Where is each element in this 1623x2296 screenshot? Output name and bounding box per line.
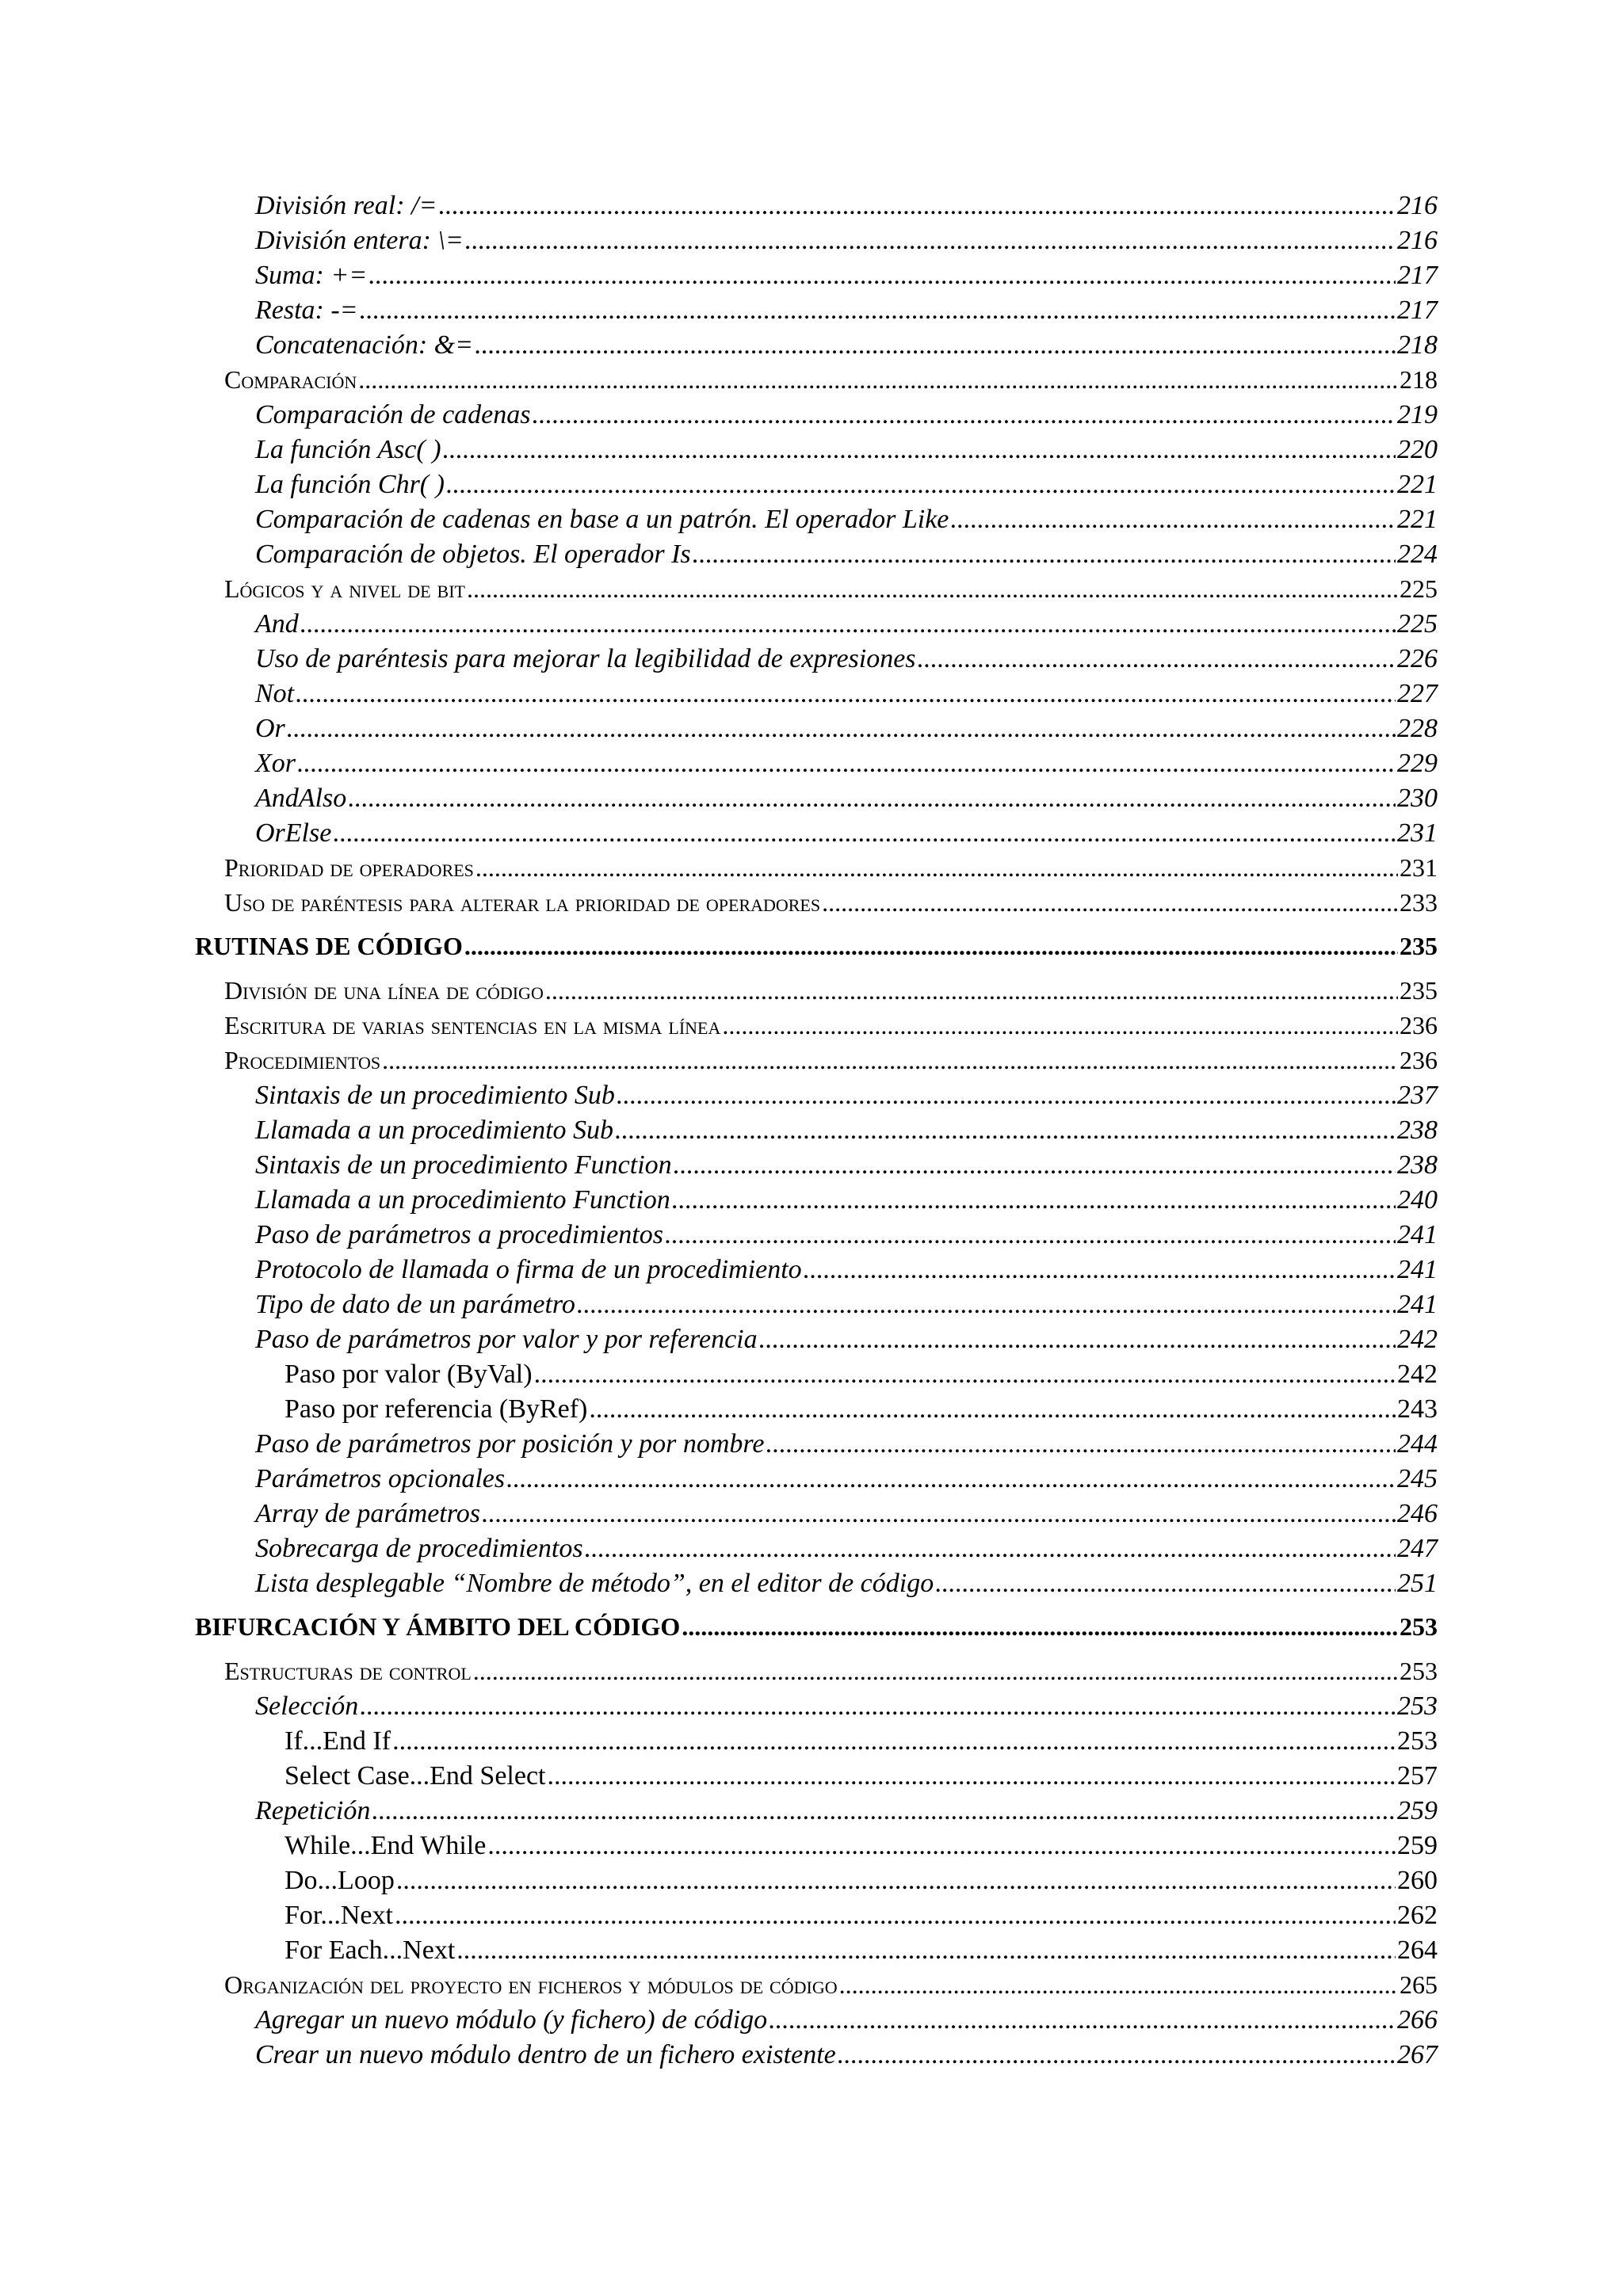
toc-entry-title: Suma: += [255, 261, 368, 290]
toc-dot-leader [358, 367, 1398, 392]
toc-entry-page: 265 [1400, 1970, 1438, 1999]
toc-entry [195, 576, 1438, 611]
toc-entry-page: 231 [1397, 818, 1438, 848]
toc-entry [195, 890, 1438, 925]
toc-entry-title: La función Chr( ) [255, 470, 445, 499]
toc-entry-title: Comparación de cadenas [255, 400, 531, 429]
toc-entry-title: If...End If [285, 1726, 391, 1756]
toc-dot-leader [475, 855, 1398, 880]
toc-entry [195, 227, 1438, 262]
toc-entry-title: While...End While [285, 1831, 487, 1860]
toc-entry-title: Not [255, 679, 295, 708]
toc-entry [195, 855, 1438, 890]
toc-dot-leader [487, 1833, 1396, 1859]
toc-entry-page: 236 [1400, 1046, 1438, 1074]
toc-entry [195, 297, 1438, 332]
toc-entry-page: 246 [1397, 1499, 1438, 1528]
toc-entry [195, 437, 1438, 471]
toc-entry-page: 231 [1400, 853, 1438, 882]
toc-entry-title: BIFURCACIÓN Y ÁMBITO DEL CÓDIGO [195, 1612, 681, 1641]
toc-entry-page: 243 [1397, 1394, 1438, 1424]
toc-entry [195, 750, 1438, 785]
toc-entry [195, 402, 1438, 437]
toc-entry-title: La función Asc( ) [255, 435, 441, 464]
toc-entry-page: 225 [1397, 609, 1438, 639]
toc-entry-title: División de una línea de código [224, 976, 544, 1005]
toc-entry-page: 259 [1397, 1796, 1438, 1825]
toc-entry-page: 226 [1397, 644, 1438, 673]
toc-dot-leader [918, 646, 1396, 673]
toc-entry-page: 220 [1397, 435, 1438, 464]
toc-entry-page: 266 [1397, 2005, 1438, 2035]
toc-entry [195, 332, 1438, 367]
toc-entry [195, 1693, 1438, 1728]
table-of-contents [195, 193, 1438, 2077]
toc-entry [195, 1152, 1438, 1187]
toc-dot-leader [446, 471, 1396, 498]
toc-entry-title: Paso de parámetros a procedimientos [255, 1220, 663, 1249]
toc-dot-leader [287, 715, 1396, 742]
toc-dot-leader [577, 1291, 1396, 1318]
toc-entry [195, 262, 1438, 297]
toc-entry [195, 1902, 1438, 1937]
toc-entry [195, 1361, 1438, 1396]
toc-entry [195, 1257, 1438, 1291]
toc-entry-page: 235 [1400, 932, 1438, 960]
toc-entry-page: 262 [1397, 1901, 1438, 1930]
toc-entry-title: Estructuras de control [224, 1657, 472, 1685]
toc-dot-leader [296, 681, 1396, 707]
toc-entry-title: AndAlso [255, 784, 347, 813]
toc-entry-page: 225 [1400, 574, 1438, 603]
toc-dot-leader [464, 933, 1398, 959]
toc-entry [195, 367, 1438, 402]
toc-entry-title: Sintaxis de un procedimiento Function [255, 1150, 672, 1180]
toc-dot-leader [395, 1902, 1396, 1929]
toc-entry-title: Sobrecarga de procedimientos [255, 1534, 583, 1563]
toc-entry-title: Lista desplegable “Nombre de método”, en el editor de código [255, 1569, 934, 1598]
toc-entry-page: 224 [1397, 540, 1438, 569]
toc-entry [195, 1117, 1438, 1152]
toc-entry [195, 715, 1438, 750]
toc-entry [195, 1570, 1438, 1605]
toc-entry [195, 1396, 1438, 1431]
toc-entry-title: Comparación de cadenas en base a un patrón. El operador Like [255, 505, 949, 534]
toc-entry-page: 257 [1397, 1761, 1438, 1791]
toc-entry [195, 1833, 1438, 1867]
toc-entry-page: 259 [1397, 1831, 1438, 1860]
toc-dot-leader [693, 541, 1396, 568]
toc-entry-title: Escritura de varias sentencias en la misma línea [224, 1011, 721, 1039]
toc-entry-page: 242 [1397, 1325, 1438, 1354]
toc-dot-leader [443, 437, 1396, 463]
toc-entry-title: Protocolo de llamada o firma de un procedimiento [255, 1255, 802, 1284]
toc-entry-page: 217 [1397, 296, 1438, 325]
toc-entry-page: 238 [1397, 1150, 1438, 1180]
toc-dot-leader [839, 1972, 1398, 1997]
toc-entry-page: 237 [1397, 1081, 1438, 1110]
toc-dot-leader [396, 1867, 1396, 1894]
toc-entry-page: 218 [1400, 365, 1438, 394]
toc-dot-leader [585, 1535, 1396, 1562]
toc-entry [195, 541, 1438, 576]
toc-entry-page: 233 [1400, 888, 1438, 917]
toc-entry-title: Repetición [255, 1796, 371, 1825]
toc-entry-page: 242 [1397, 1360, 1438, 1389]
toc-entry-title: Paso por valor (ByVal) [285, 1360, 533, 1389]
toc-dot-leader [473, 1658, 1398, 1684]
toc-entry-title: For...Next [285, 1901, 393, 1930]
toc-entry-page: 221 [1397, 470, 1438, 499]
toc-dot-leader [467, 576, 1398, 601]
toc-dot-leader [392, 1728, 1396, 1755]
toc-entry [195, 1291, 1438, 1326]
toc-entry-page: 228 [1397, 714, 1438, 743]
toc-dot-leader [533, 402, 1396, 429]
toc-dot-leader [333, 820, 1396, 847]
toc-dot-leader [838, 2042, 1396, 2069]
toc-entry-page: 253 [1397, 1726, 1438, 1756]
toc-entry-page: 235 [1400, 976, 1438, 1005]
toc-entry-page: 238 [1397, 1116, 1438, 1145]
toc-entry [195, 1082, 1438, 1117]
toc-entry-title: Agregar un nuevo módulo (y fichero) de código [255, 2005, 768, 2035]
toc-entry [195, 1728, 1438, 1763]
toc-entry-title: Select Case...End Select [285, 1761, 546, 1791]
toc-entry-page: 251 [1397, 1569, 1438, 1598]
toc-dot-leader [372, 1798, 1396, 1825]
toc-entry-page: 247 [1397, 1534, 1438, 1563]
toc-entry-title: Resta: -= [255, 296, 358, 325]
toc-dot-leader [589, 1396, 1396, 1423]
toc-entry [195, 1605, 1438, 1649]
toc-entry-title: Uso de paréntesis para alterar la prioridad de operadores [224, 888, 821, 917]
toc-dot-leader [369, 262, 1396, 289]
toc-entry-page: 267 [1397, 2040, 1438, 2069]
toc-entry [195, 611, 1438, 646]
toc-dot-leader [682, 1614, 1398, 1639]
toc-entry [195, 1763, 1438, 1798]
toc-entry [195, 1501, 1438, 1535]
toc-entry-title: División real: /= [255, 191, 437, 220]
toc-entry [195, 1535, 1438, 1570]
toc-entry-title: Array de parámetros [255, 1499, 480, 1528]
toc-entry-title: Paso por referencia (ByRef) [285, 1394, 588, 1424]
toc-dot-leader [935, 1570, 1396, 1597]
toc-entry [195, 2042, 1438, 2077]
toc-entry [195, 1658, 1438, 1693]
toc-entry-title: Uso de paréntesis para mejorar la legibilidad de expresiones [255, 644, 916, 673]
toc-entry-title: RUTINAS DE CÓDIGO [195, 932, 463, 960]
toc-entry [195, 1431, 1438, 1466]
toc-dot-leader [438, 193, 1396, 219]
toc-entry-title: Paso de parámetros por valor y por referencia [255, 1325, 758, 1354]
toc-dot-leader [360, 1693, 1396, 1720]
toc-entry-page: 230 [1397, 784, 1438, 813]
toc-entry-title: And [255, 609, 299, 639]
toc-dot-leader [950, 506, 1396, 533]
toc-entry-title: Tipo de dato de un parámetro [255, 1290, 575, 1319]
toc-entry-title: Or [255, 714, 285, 743]
toc-entry-title: Prioridad de operadores [224, 853, 474, 882]
toc-entry-title: Organización del proyecto en ficheros y módulos de código [224, 1970, 838, 1999]
toc-entry-title: División entera: \= [255, 226, 464, 255]
toc-entry-title: Crear un nuevo módulo dentro de un fichero existente [255, 2040, 836, 2069]
toc-entry [195, 978, 1438, 1013]
toc-entry [195, 1466, 1438, 1501]
toc-entry-title: Llamada a un procedimiento Function [255, 1185, 670, 1215]
toc-entry-page: 253 [1397, 1691, 1438, 1721]
toc-entry [195, 1972, 1438, 2007]
toc-dot-leader [348, 785, 1396, 812]
toc-dot-leader [534, 1361, 1396, 1388]
toc-entry-page: 221 [1397, 505, 1438, 534]
toc-entry-title: Concatenación: &= [255, 330, 474, 360]
toc-dot-leader [674, 1152, 1396, 1179]
toc-entry-title: Llamada a un procedimiento Sub [255, 1116, 614, 1145]
toc-entry-title: Selección [255, 1691, 359, 1721]
toc-entry [195, 1937, 1438, 1972]
toc-dot-leader [382, 1047, 1398, 1073]
toc-entry-title: OrElse [255, 818, 332, 848]
toc-entry [195, 1326, 1438, 1361]
toc-entry-page: 245 [1397, 1464, 1438, 1493]
toc-entry-page: 241 [1397, 1255, 1438, 1284]
toc-entry [195, 820, 1438, 855]
toc-dot-leader [665, 1222, 1396, 1249]
toc-entry-page: 253 [1400, 1612, 1438, 1641]
toc-entry-title: Sintaxis de un procedimiento Sub [255, 1081, 615, 1110]
toc-entry [195, 506, 1438, 541]
toc-entry [195, 925, 1438, 968]
toc-dot-leader [617, 1082, 1396, 1109]
toc-entry-page: 216 [1397, 226, 1438, 255]
toc-entry-title: Xor [255, 749, 296, 778]
toc-dot-leader [482, 1501, 1396, 1527]
toc-dot-leader [722, 1013, 1398, 1038]
toc-entry-page: 241 [1397, 1220, 1438, 1249]
toc-entry-title: Comparación de objetos. El operador Is [255, 540, 691, 569]
toc-entry-title: Paso de parámetros por posición y por nombre [255, 1429, 765, 1459]
toc-entry-title: Do...Loop [285, 1866, 395, 1895]
toc-entry-page: 216 [1397, 191, 1438, 220]
toc-entry-page: 244 [1397, 1429, 1438, 1459]
toc-entry-page: 227 [1397, 679, 1438, 708]
toc-entry-page: 218 [1397, 330, 1438, 360]
toc-dot-leader [822, 890, 1398, 915]
toc-dot-leader [804, 1257, 1396, 1283]
toc-dot-leader [297, 750, 1396, 777]
toc-entry-title: For Each...Next [285, 1936, 456, 1965]
toc-entry [195, 1867, 1438, 1902]
toc-entry-title: Parámetros opcionales [255, 1464, 506, 1493]
toc-entry-page: 260 [1397, 1866, 1438, 1895]
toc-dot-leader [456, 1937, 1396, 1964]
toc-entry-page: 236 [1400, 1011, 1438, 1039]
toc-entry [195, 471, 1438, 506]
toc-entry-page: 241 [1397, 1290, 1438, 1319]
toc-entry-page: 253 [1400, 1657, 1438, 1685]
toc-entry [195, 2007, 1438, 2042]
toc-entry [195, 1047, 1438, 1082]
toc-dot-leader [672, 1187, 1396, 1214]
toc-dot-leader [615, 1117, 1396, 1144]
toc-dot-leader [548, 1763, 1396, 1790]
toc-entry [195, 646, 1438, 681]
toc-entry-page: 264 [1397, 1936, 1438, 1965]
toc-dot-leader [300, 611, 1396, 638]
toc-entry [195, 1013, 1438, 1047]
toc-entry-title: Comparación [224, 365, 357, 394]
toc-dot-leader [769, 2007, 1396, 2034]
toc-entry-page: 240 [1397, 1185, 1438, 1215]
toc-dot-leader [545, 978, 1398, 1003]
toc-dot-leader [475, 332, 1396, 359]
toc-entry [195, 1222, 1438, 1257]
toc-entry [195, 785, 1438, 820]
toc-dot-leader [766, 1431, 1396, 1458]
toc-entry-title: Procedimientos [224, 1046, 381, 1074]
toc-dot-leader [465, 227, 1396, 254]
toc-entry [195, 1187, 1438, 1222]
toc-entry-title: Lógicos y a nivel de bit [224, 574, 465, 603]
toc-dot-leader [759, 1326, 1396, 1353]
toc-entry-page: 217 [1397, 261, 1438, 290]
toc-entry-page: 229 [1397, 749, 1438, 778]
toc-entry [195, 681, 1438, 715]
toc-entry-page: 219 [1397, 400, 1438, 429]
toc-dot-leader [360, 297, 1396, 324]
toc-entry [195, 193, 1438, 227]
toc-entry [195, 1798, 1438, 1833]
toc-dot-leader [506, 1466, 1396, 1493]
